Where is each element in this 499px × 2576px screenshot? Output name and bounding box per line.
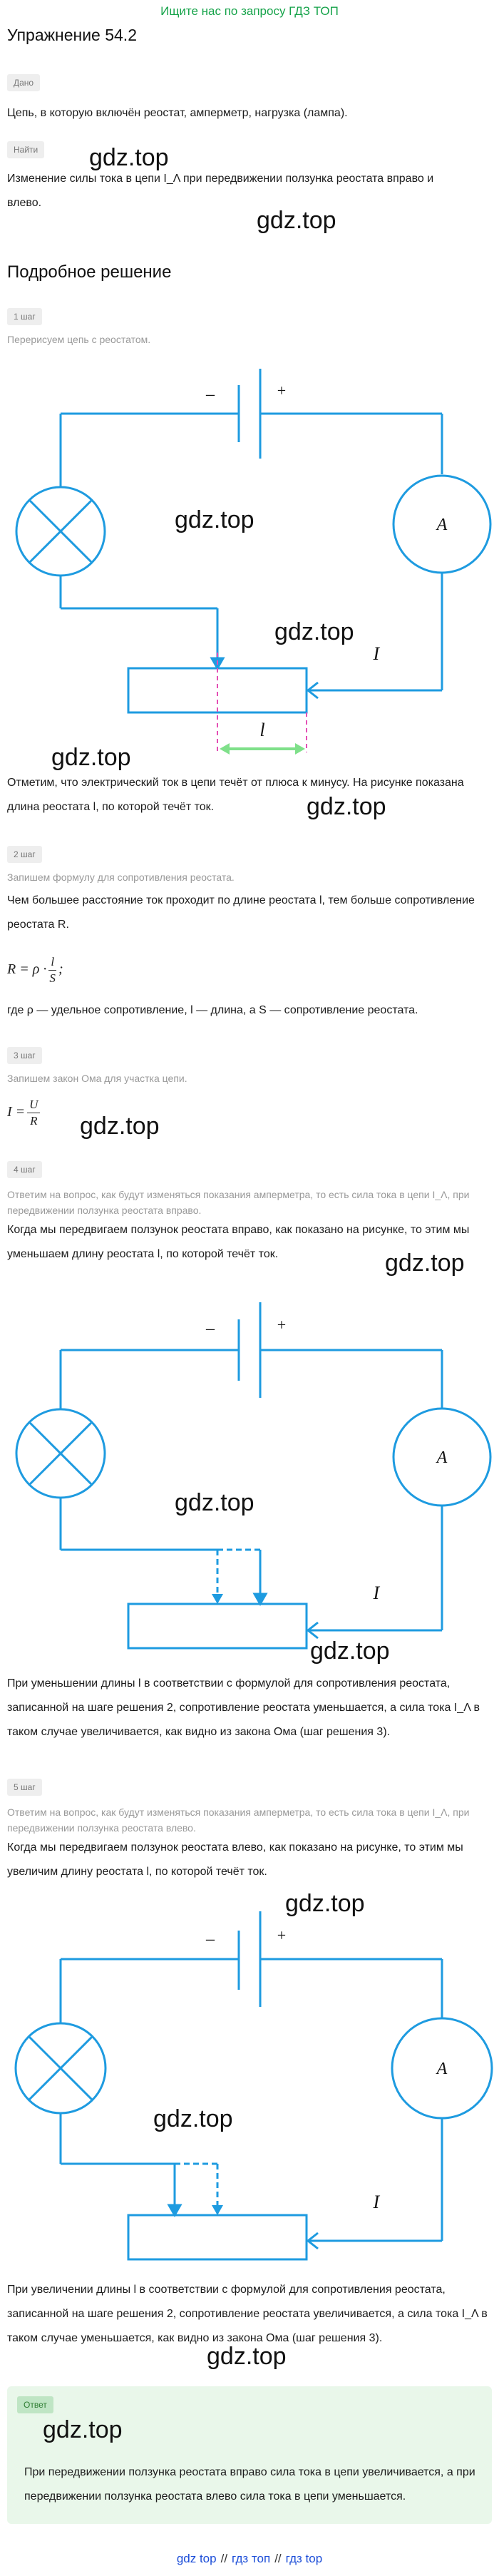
step-1-intro: Перерисуем цепь с реостатом. (7, 334, 151, 345)
battery-minus-label: – (206, 385, 215, 404)
watermark: gdz.top (175, 506, 254, 533)
answer-box (7, 2386, 492, 2524)
step-2-badge: 2 шаг (7, 846, 42, 863)
step-4-intro: Ответим на вопрос, как будут изменяться показания амперметра, то есть сила тока в цепи I_Λ, при передвижении ползунка реостата вправо. (7, 1189, 470, 1216)
footer-link-1[interactable]: gdz top (176, 2552, 217, 2565)
footer-link-3[interactable]: гдз top (285, 2552, 323, 2565)
step-2-text: Чем большее расстояние ток проходит по длине реостата l, тем больше сопротивление реостата R. (7, 894, 475, 931)
search-hint-link[interactable]: Ищите нас по запросу ГДЗ ТОП (160, 4, 339, 18)
given-text: Цепь, в которую включён реостат, амперметр, нагрузка (лампа). (7, 107, 348, 119)
battery-minus-label: – (206, 1319, 215, 1338)
answer-badge: Ответ (17, 2396, 53, 2413)
ammeter-label: A (436, 1448, 448, 1467)
step-1-badge: 1 шаг (7, 308, 42, 325)
current-label: I⃗ (373, 643, 394, 664)
step-4-conclusion: При уменьшении длины l в соответствии с формулой для сопротивления реостата, записанной на шаге решения 2, сопротивление реостата уменьшается, а сила тока I_Λ в таком случае увеличивается, как видно из закона Ома (шаг решения 3). (7, 1677, 480, 1738)
footer-links (0, 2552, 499, 2566)
ammeter-label: A (436, 516, 448, 534)
watermark: gdz.top (80, 1113, 160, 1140)
step-5-badge: 5 шаг (7, 1779, 42, 1796)
watermark: gdz.top (310, 1637, 390, 1665)
step-5-text: Когда мы передвигаем ползунок реостата влево, как показано на рисунке, то этим мы увеличим длину реостата l, по которой течёт ток. (7, 1841, 463, 1878)
watermark: gdz.top (274, 618, 354, 645)
watermark: gdz.top (207, 2343, 287, 2370)
footer-separator: // (220, 2552, 228, 2565)
battery-plus-label: + (277, 1316, 287, 1334)
find-badge: Найти (7, 141, 44, 158)
step-1-text: Отметим, что электрический ток в цепи течёт от плюса к минусу. На рисунке показана длина реостата l, по которой течёт ток. (7, 777, 464, 813)
current-label: I⃗ (373, 2192, 394, 2212)
step-4-badge: 4 шаг (7, 1161, 42, 1178)
page-title: Упражнение 54.2 (7, 26, 137, 44)
circuit-diagram-2 (0, 1289, 499, 1653)
step-3-intro: Запишем закон Ома для участка цепи. (7, 1073, 187, 1084)
watermark: gdz.top (43, 2416, 123, 2443)
circuit-diagram-3 (0, 1898, 499, 2269)
resistance-formula: R = ρ · $\frac{l}{S}$ ; (7, 955, 63, 985)
footer-separator: // (274, 2552, 282, 2565)
answer-text: При передвижении ползунка реостата вправо сила тока в цепи увеличивается, а при передвижении ползунка реостата влево сила тока в цепи уменьшается. (24, 2466, 475, 2503)
battery-plus-label: + (277, 1926, 287, 1944)
battery-minus-label: – (206, 1930, 215, 1948)
watermark: gdz.top (257, 207, 336, 234)
footer-link-2[interactable]: гдз топ (232, 2552, 271, 2565)
watermark: gdz.top (285, 1890, 365, 1917)
watermark: gdz.top (153, 2105, 233, 2132)
step-3-badge: 3 шаг (7, 1047, 42, 1064)
watermark: gdz.top (175, 1489, 254, 1516)
step-5-intro: Ответим на вопрос, как будут изменяться показания амперметра, то есть сила тока в цепи I_Λ, при передвижении ползунка реостата влево. (7, 1806, 470, 1834)
step-2-intro: Запишем формулу для сопротивления реостата. (7, 872, 235, 883)
current-label: I⃗ (373, 1583, 394, 1603)
watermark: gdz.top (307, 793, 386, 820)
solution-heading: Подробное решение (7, 262, 172, 282)
circuit-diagram-1 (0, 353, 499, 781)
ohms-law-formula: I = $\frac{U}{R}$ (7, 1097, 42, 1129)
watermark: gdz.top (89, 144, 169, 171)
given-badge: Дано (7, 74, 40, 91)
find-text: Изменение силы тока в цепи I_Λ при передвижении ползунка реостата вправо и влево. (7, 173, 434, 209)
step-4-text: Когда мы передвигаем ползунок реостата вправо, как показано на рисунке, то этим мы уменьшаем длину реостата l, по которой течёт ток. (7, 1224, 470, 1260)
ammeter-label: A (436, 2060, 448, 2078)
watermark: gdz.top (51, 744, 131, 771)
step-2-explanation: где ρ — удельное сопротивление, l — длина, а S — сопротивление реостата. (7, 1004, 418, 1016)
battery-plus-label: + (277, 382, 287, 399)
watermark: gdz.top (385, 1249, 465, 1277)
step-5-conclusion: При увеличении длины l в соответствии с формулой для сопротивления реостата, записанной на шаге решения 2, сопротивление реостата увеличивается, а сила тока I_Λ в таком случае уменьшается, как видно из закона Ома (шаг решения 3). (7, 2284, 488, 2344)
length-label: l (259, 720, 265, 740)
